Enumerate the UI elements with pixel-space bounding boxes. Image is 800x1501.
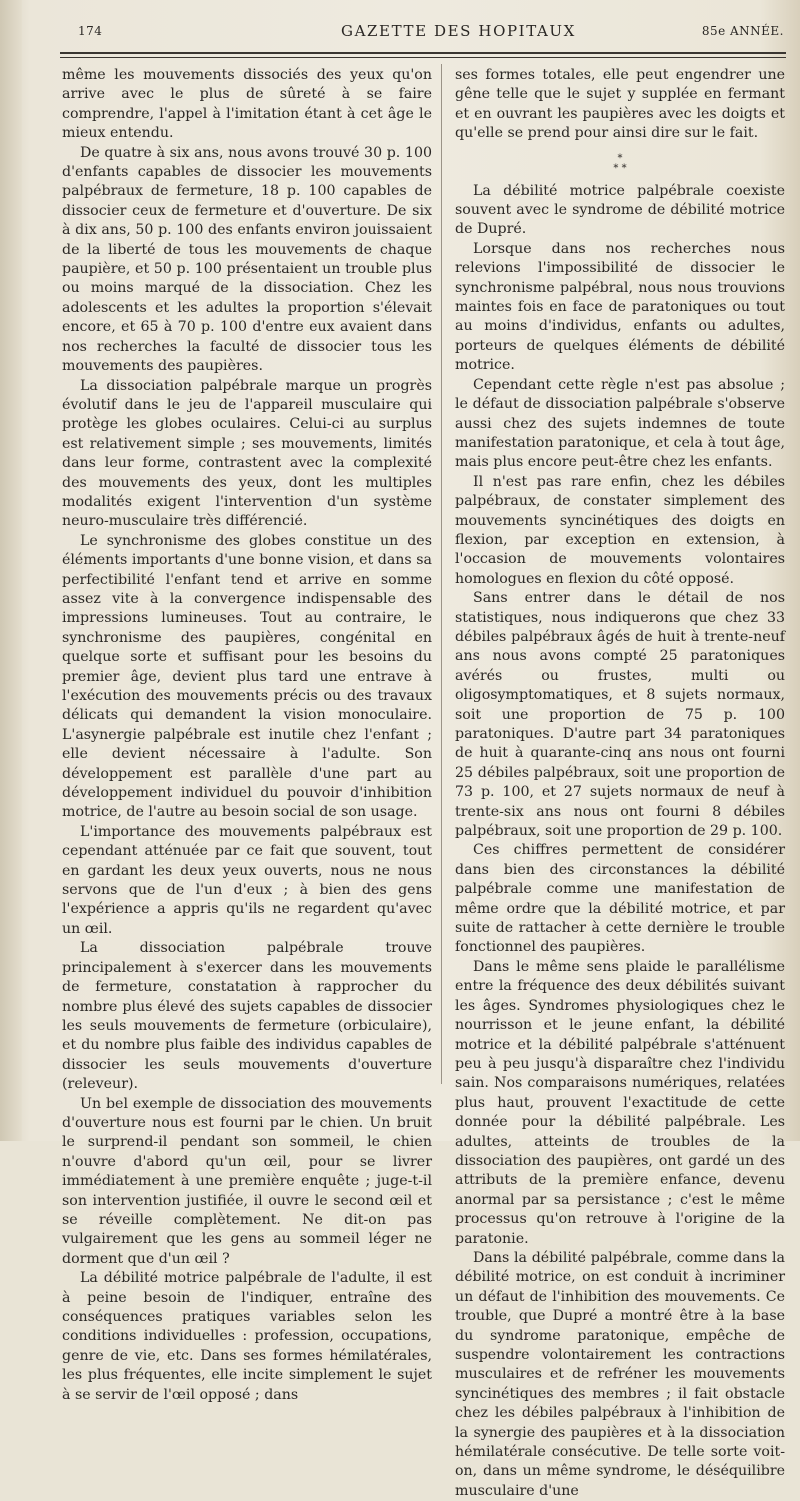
journal-title: GAZETTE DES HOPITAUX — [341, 22, 576, 40]
paragraph: Ces chiffres permettent de considérer dans bien des circonstances la débilité palpébrale comme une manifestation de même ordre que la débilité motrice, et par suite de rattacher à cette dernière le trouble fonctionnel des paupières. — [455, 842, 785, 956]
paragraph: Dans la débilité palpébrale, comme dans la débilité motrice, on est conduit à incriminer un défaut de l'inhibition des mouvements. Ce trouble, que Dupré a montré être à la base du syndrome paratonique, empêche de suspendre volontairement les contractions musculaires et de refréner les mouvements syncinétiques des membres ; il fait obstacle chez les débiles palpébraux à l'inhibition de la synergie des paupières et à la dissociation hémilatérale consécutive. De telle sorte voit-on, dans un même syndrome, le déséquilibre musculaire d'une — [455, 1249, 785, 1499]
header-rule-thin — [60, 57, 786, 58]
volume-year: 85e ANNÉE. — [701, 24, 784, 38]
paragraph: Cependant cette règle n'est pas absolue ; le défaut de dissociation palpébrale s'observe aussi chez des sujets indemnes de toute manifestation paratonique, et cela à tout âge, mais plus encore peut-être chez les enfants. — [455, 376, 785, 471]
paragraph: Le synchronisme des globes constitue un des éléments importants d'une bonne vision, et dans sa perfectibilité l'enfant tend et arrive en somme assez vite à la convergence indispensable des impressions lumineuses. Tout au contraire, le synchronisme des paupières, congénital en quelque sorte et suffisant pour les besoins du premier âge, devient plus tard une entrave à l'exécution des mouvements précis ou des travaux délicats qui demandent la vision monoculaire. L'asynergie palpébrale est inutile chez l'enfant ; elle devient nécessaire à l'adulte. Son développement est parallèle d'une part au développement individuel du pouvoir d'inhibition motrice, de l'autre au besoin social de son usage. — [62, 532, 432, 821]
running-header — [78, 22, 790, 46]
paragraph: Lorsque dans nos recherches nous relevions l'impossibilité de dissocier le synchronisme palpébral, nous nous trouvions maintes fois en face de paratoniques ou tout au moins d'individus, enfants ou adultes, porteurs de quelques éléments de débilité motrice. — [455, 240, 785, 374]
left-column — [62, 66, 432, 1405]
paragraph: Un bel exemple de dissociation des mouvements d'ouverture nous est fourni par le chien. Un bruit le surprend-il pendant son sommeil, le chien n'ouvre d'abord qu'un œil, pour se livrer immédiatement à une première enquête ; juge-t-il son intervention justifiée, il ouvre le second œil et se réveille complètement. Ne dit-on pas vulgairement que les gens au sommeil léger ne dorment que d'un œil ? — [62, 1095, 432, 1267]
paragraph: Dans le même sens plaide le parallélisme entre la fréquence des deux débilités suivant les âges. Syndromes physiologiques chez le nourrisson et le jeune enfant, la débilité motrice et la débilité palpébrale s'atténuent peu à peu jusqu'à disparaître chez l'individu sain. Nos comparaisons numériques, relatées plus haut, prouvent l'exactitude de cette donnée pour la débilité palpébrale. Les adultes, atteints de troubles de la dissociation des paupières, ont gardé un des attributs de la première enfance, devenu anormal par sa persistance ; c'est le même processus qu'on retrouve à l'origine de la paratonie. — [455, 958, 785, 1247]
asterism-bottom: * * — [613, 162, 627, 174]
header-rule-thick — [60, 52, 786, 54]
paragraph: La dissociation palpébrale marque un progrès évolutif dans le jeu de l'appareil musculaire qui protège les globes oculaires. Celui-ci au surplus est relativement simple ; ses mouvements, limités dans leur forme, contrastent avec la complexité des mouvements des yeux, dont les multiples modalités exigent l'intervention d'un système neuro-musculaire très différencié. — [62, 377, 432, 530]
section-separator — [455, 154, 785, 174]
paragraph: De quatre à six ans, nous avons trouvé 30 p. 100 d'enfants capables de dissocier les mouvements palpébraux de fermeture, 18 p. 100 capables de dissocier ceux de fermeture et d'ouverture. De six à dix ans, 50 p. 100 des enfants environ jouissaient de la liberté de tous les mouvements de chaque paupière, et 50 p. 100 présentaient un trouble plus ou moins marqué de la dissociation. Chez les adolescents et les adultes la proportion s'élevait encore, et 65 à 70 p. 100 d'entre eux avaient dans nos recherches la faculté de dissocier tous les mouvements des paupières. — [62, 144, 432, 375]
paragraph: L'importance des mouvements palpébraux est cependant atténuée par ce fait que souvent, tout en gardant les deux yeux ouverts, nous ne nous servons que de l'un d'eux ; à bien des gens l'expérience a appris qu'ils ne regardent qu'avec un œil. — [62, 823, 432, 937]
paragraph: même les mouvements dissociés des yeux qu'on arrive avec le plus de sûreté à se faire comprendre, l'appel à l'imitation étant à cet âge le mieux entendu. — [62, 67, 432, 142]
paragraph: ses formes totales, elle peut engendrer une gêne telle que le sujet y supplée en fermant et en ouvrant les paupières avec les doigts et qu'elle se prend pour ainsi dire sur le fait. — [455, 67, 785, 142]
right-column — [455, 66, 785, 1501]
page-binding-edge — [0, 0, 22, 1141]
column-divider — [441, 64, 442, 1084]
paragraph: Sans entrer dans le détail de nos statistiques, nous indiquerons que chez 33 débiles palpébraux âgés de huit à trente-neuf ans nous avons compté 25 paratoniques avérés ou frustes, multi ou oligosymptomatiques, et 8 sujets normaux, soit une proportion de 75 p. 100 paratoniques. D'autre part 34 paratoniques de huit à quarante-cinq ans nous ont fourni 25 débiles palpébraux, soit une proportion de 73 p. 100, et 27 sujets normaux de neuf à trente-six ans nous ont fourni 8 débiles palpébraux, soit une proportion de 29 p. 100. — [455, 590, 785, 840]
asterism-top: * — [617, 152, 623, 164]
paragraph: Il n'est pas rare enfin, chez les débiles palpébraux, de constater simplement des mouvements syncinétiques des doigts en flexion, par exception en extension, à l'occasion de mouvements volontaires homologues en flexion du côté opposé. — [455, 473, 785, 587]
page-number: 174 — [78, 24, 103, 38]
paragraph: La dissociation palpébrale trouve principalement à s'exercer dans les mouvements de fermeture, constatation à rapprocher du nombre plus élevé des sujets capables de dissocier les seuls mouvements de fermeture (orbiculaire), et du nombre plus faible des individus capables de dissocier les seuls mouvements d'ouverture (releveur). — [62, 940, 432, 1093]
paragraph: La débilité motrice palpébrale coexiste souvent avec le syndrome de débilité motrice de Dupré. — [455, 182, 785, 238]
paragraph: La débilité motrice palpébrale de l'adulte, il est à peine besoin de l'indiquer, entraîne des conséquences pratiques variables selon les conditions individuelles : profession, occupations, genre de vie, etc. Dans ses formes hémilatérales, les plus fréquentes, elle incite simplement le sujet à se servir de l'œil opposé ; dans — [62, 1270, 432, 1403]
